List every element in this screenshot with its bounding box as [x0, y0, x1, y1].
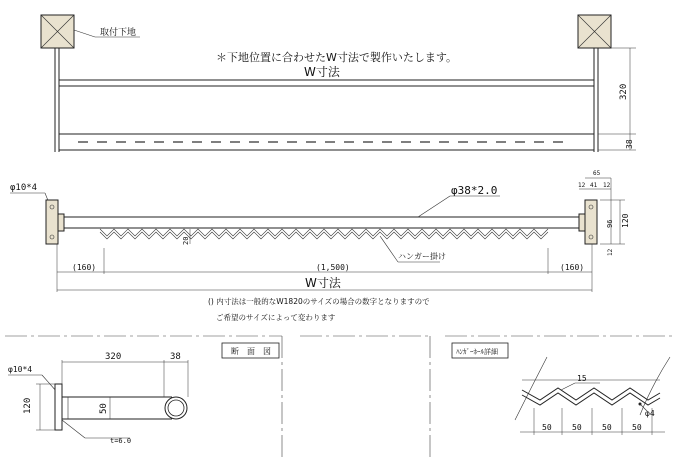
- detail-wave-upper: [522, 388, 660, 400]
- dim-41: 41: [590, 182, 598, 189]
- dim-96: 96: [606, 219, 614, 228]
- note-line-2: ご希望のサイズによって変わります: [216, 313, 336, 322]
- detail-pitch-4: 50: [632, 423, 642, 432]
- w-size-note: ＊下地位置に合わせたW寸法で製作いたします。: [216, 51, 457, 64]
- section-bolt-label: φ10*4: [8, 365, 33, 374]
- section-view: [8, 343, 279, 445]
- hanger-hook-label: ハンガー掛け: [398, 252, 446, 261]
- dim-120: 120: [621, 213, 630, 228]
- detail-dim-15: 15: [577, 374, 587, 383]
- section-dim-38: 38: [170, 352, 181, 362]
- detail-dia-4: φ4: [645, 409, 655, 418]
- dim-38-elevation: 38: [625, 139, 634, 149]
- section-plate: [55, 384, 62, 430]
- dim-320-elevation: 320: [619, 83, 629, 100]
- detail-pitch-2: 50: [572, 423, 582, 432]
- section-title: 断 面 図: [231, 347, 271, 356]
- section-plate-thickness: t=6.0: [110, 437, 132, 445]
- dim-20: 20: [182, 236, 190, 245]
- plan-view: [10, 170, 630, 322]
- hanger-detail-view: [452, 343, 670, 435]
- dim-160-left: (160): [72, 263, 97, 272]
- dim-1500: (1,500): [316, 263, 350, 272]
- dim-160-right: (160): [560, 263, 585, 272]
- detail-pitch-1: 50: [542, 423, 552, 432]
- dim-12-c: 12: [607, 248, 614, 256]
- section-dim-120: 120: [23, 397, 33, 414]
- mounting-base-label: 取付下地: [100, 28, 137, 38]
- detail-title: ﾊﾝｶﾞｰﾎｰﾙ詳細: [456, 348, 498, 356]
- section-dim-320: 320: [105, 352, 122, 362]
- section-dim-50: 50: [99, 403, 109, 414]
- dim-12-a: 12: [578, 182, 586, 189]
- dim-12-b: 12: [603, 182, 611, 189]
- detail-pitch-3: 50: [602, 423, 612, 432]
- note-line-1: () 内寸法は一般的なW1820のサイズの場合の数字となりますので: [208, 297, 430, 306]
- dim-65: 65: [593, 170, 601, 177]
- w-dim-plan: W寸法: [305, 276, 341, 290]
- w-dim-elevation: W寸法: [304, 65, 340, 79]
- bolt-hole-label: φ10*4: [10, 183, 38, 193]
- bracket-plate-right: [585, 200, 597, 244]
- pipe-spec-label: φ38*2.0: [451, 184, 498, 197]
- elevation-view: [41, 15, 636, 152]
- bracket-plate-left: [46, 200, 58, 244]
